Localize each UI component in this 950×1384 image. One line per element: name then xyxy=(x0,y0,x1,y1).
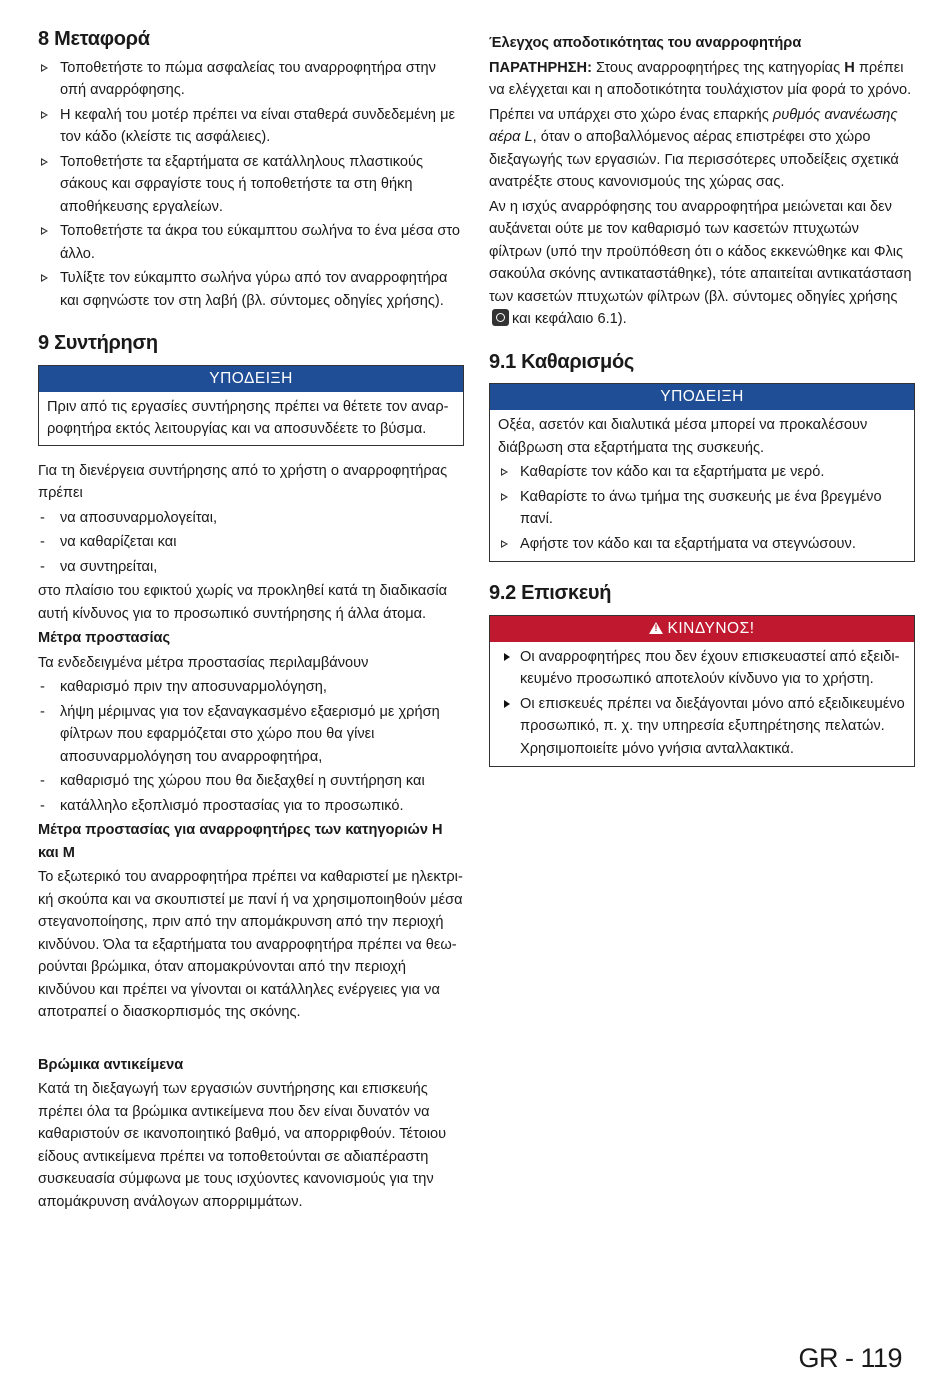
list-item: - λήψη μέριμνας για τον εξαναγκασμένο εξαερισμό με χρήση φίλτρων που εφαρμόζεται στο χώρο που θα γίνει αποσυναρμολόγηση του αναρροφητήρα, xyxy=(38,701,464,769)
dirty-text: Κατά τη διεξαγωγή των εργασιών συντήρησης και επισκευής πρέπει όλα τα βρώμικα αντικείμενα που δεν είναι δυνατόν να καθαριστούν σε ικανοποιητικό βαθμό, να απορριφθούν. Τέτοιου είδους αντικείμενα πρέπει να τοποθετούνται σε αδιαπέραστη συσκευασία σύμφωνα με τους ισχύοντες κανονισμούς για την απομάκρυνση ανάλογων απορριμμάτων. xyxy=(38,1081,447,1210)
list-item: Τοποθετήστε τα εξαρτήματα σε κατάλληλους πλαστικούς σάκους και σφραγίστε τους ή τοποθετήστε τα στη θήκη αποθήκευσης εργαλείων. xyxy=(38,151,464,219)
note-body xyxy=(490,410,914,561)
list-item: Καθαρίστε τον κάδο και τα εξαρτήματα με νερό. xyxy=(498,461,906,484)
list-item: - να συντηρείται, xyxy=(38,556,464,579)
repair-list xyxy=(498,646,906,761)
list-item: - καθαρισμό της χώρου που θα διεξαχθεί η συντήρηση και xyxy=(38,770,464,793)
note-label: ΠΑΡΑΤΗΡΗΣΗ: xyxy=(489,59,592,76)
transport-list xyxy=(38,57,464,313)
spacer xyxy=(38,1026,464,1054)
protect-list xyxy=(38,676,464,817)
list-item: Τοποθετήστε τα άκρα του εύκαμπτου σωλήνα το ένα μέσα στο άλλο. xyxy=(38,220,464,265)
p1-text-b: , όταν ο αποβαλλόμενος αέρας επιστρέφει στο χώρο διεξαγωγής των εργασιών. Για περισσότερες υποδείξεις σχετικά ανατρέξτε στους κανονισμούς της χώρας σας. xyxy=(489,129,899,190)
note-header: ΥΠΟΔΕΙΞΗ xyxy=(39,366,463,392)
note-box-cleaning xyxy=(489,383,915,562)
section-title-maintenance: 9 Συντήρηση xyxy=(38,332,158,354)
hm-heading: Μέτρα προστασίας για αναρροφητήρες των κατηγοριών H και M xyxy=(38,822,443,861)
list-item: Τοποθετήστε το πώμα ασφαλείας του αναρροφητήρα στην οπή αναρρόφησης. xyxy=(38,57,464,102)
protect-intro: Τα ενδεδειγμένα μέτρα προστασίας περιλαμβάνουν xyxy=(38,654,369,671)
danger-box-repair xyxy=(489,615,915,768)
efficiency-para-2 xyxy=(489,196,915,331)
note-text-b: πρέπει να ελέγχεται και η αποδοτικότητα τουλάχιστον μία φορά το χρόνο. xyxy=(489,59,912,98)
left-column xyxy=(38,28,464,1215)
maintenance-dash-list xyxy=(38,507,464,579)
note-header: ΥΠΟΔΕΙΞΗ xyxy=(490,384,914,410)
note-text: Πριν από τις εργασίες συντήρησης πρέπει να θέτετε τον αναρροφητήρα εκτός λειτουργίας και να αποσυνδέετε το βύσμα. xyxy=(47,398,449,437)
danger-body xyxy=(490,642,914,767)
list-item: Η κεφαλή του μοτέρ πρέπει να είναι σταθερά συνδεδεμένη με τον κάδο (κλείστε τις ασφάλειες). xyxy=(38,104,464,149)
right-column xyxy=(489,32,915,781)
list-item: Καθαρίστε το άνω τμήμα της συσκευής με ένα βρεγμένο πανί. xyxy=(498,486,906,531)
manual-book-icon xyxy=(492,309,509,326)
list-item: Οι αναρροφητήρες που δεν έχουν επισκευαστεί από εξειδικευμένο προσωπικό αποτελούν κίνδυνο για το χρήστη. xyxy=(498,646,906,691)
list-item: - κατάλληλο εξοπλισμό προστασίας για το προσωπικό. xyxy=(38,795,464,818)
list-item: - καθαρισμό πριν την αποσυναρμολόγηση, xyxy=(38,676,464,699)
section-title-transport: 8 Μεταφορά xyxy=(38,28,150,50)
maintenance-after-list: στο πλαίσιο του εφικτού χωρίς να προκληθεί κατά τη διαδικασία αυτή κίνδυνος για το προσωπικό συντήρησης ή άλλα άτομα. xyxy=(38,583,448,622)
list-item: Αφήστε τον κάδο και τα εξαρτήματα να στεγνώσουν. xyxy=(498,533,906,556)
note-text: Οξέα, ασετόν και διαλυτικά μέσα μπορεί να προκαλέσουν διάβρωση στα εξαρτήματα της συσκευής. xyxy=(498,417,868,456)
p2-text-a: Αν η ισχύς αναρρόφησης του αναρροφητήρα μειώνεται και δεν αυξάνεται ούτε με τον καθαρισμό των κασετών πτυχωτών φίλτρων (υπό την προϋπόθεση ότι ο κάδος εκκενώθηκε και Φλις σακούλα σκόνης αντικαταστάθηκε), τότε απαιτείται αντικατάσταση των κασετών πτυχωτών φίλτρων (βλ. σύντομες οδηγίες χρήσης xyxy=(489,198,912,305)
efficiency-heading: Έλεγχος αποδοτικότητας του αναρροφητήρα xyxy=(489,35,802,51)
hm-text: Το εξωτερικό του αναρροφητήρα πρέπει να καθαριστεί με ηλεκτρική σκούπα και να σκουπιστεί με πανί ή να χρησιμοποιηθούν μέσα στεγανοποίησης, πριν από την απομάκρυνση από την περιοχή κινδύνου. Όλα τα εξαρτήματα του αναρροφητήρα πρέπει να θεωρούνται βρώμικα, όταν απομακρύνονται από την περιοχή κινδύνου και πρέπει να γίνονται οι κατάλληλες ενέργειες για να αποτραπεί ο διασκορπισμός της σκόνης. xyxy=(38,869,463,1020)
list-item: Τυλίξτε τον εύκαμπτο σωλήνα γύρω από τον αναρροφητήρα και σφηνώστε τον στη λαβή (βλ. σύντομες οδηγίες χρήσης). xyxy=(38,267,464,312)
protect-heading: Μέτρα προστασίας xyxy=(38,630,171,646)
warning-triangle-icon xyxy=(649,622,663,634)
p2-text-b: και κεφάλαιο 6.1). xyxy=(512,311,627,327)
section-title-repair: 9.2 Επισκευή xyxy=(489,582,612,604)
list-item: Οι επισκευές πρέπει να διεξάγονται μόνο από εξειδικευμένο προσωπικό, π. χ. την υπηρεσία εξυπηρέτησης πελατών. Χρησιμοποιείτε μόνο γνήσια ανταλλακτικά. xyxy=(498,693,906,761)
efficiency-para-1 xyxy=(489,104,915,194)
p1-emphasis: ρυθμός ανανέωσης αέρα L xyxy=(489,106,898,145)
danger-label: ΚΙΝΔΥΝΟΣ! xyxy=(667,619,755,637)
cleaning-list xyxy=(498,461,906,555)
danger-header xyxy=(490,616,914,642)
note-box-maintenance xyxy=(38,365,464,446)
dirty-heading: Βρώμικα αντικείμενα xyxy=(38,1056,184,1073)
p1-text-a: Πρέπει να υπάρχει στο χώρο ένας επαρκής xyxy=(489,106,773,123)
efficiency-note xyxy=(489,57,915,102)
list-item: - να καθαρίζεται και xyxy=(38,531,464,554)
list-item: - να αποσυναρμολογείται, xyxy=(38,507,464,530)
note-text-a: Στους αναρροφητήρες της κατηγορίας xyxy=(591,59,845,76)
note-category: H xyxy=(844,59,855,76)
maintenance-intro: Για τη διενέργεια συντήρησης από το χρήστη ο αναρροφητήρας πρέπει xyxy=(38,462,448,501)
page-number: GR - 119 xyxy=(798,1343,902,1373)
section-title-cleaning: 9.1 Καθαρισμός xyxy=(489,350,635,373)
